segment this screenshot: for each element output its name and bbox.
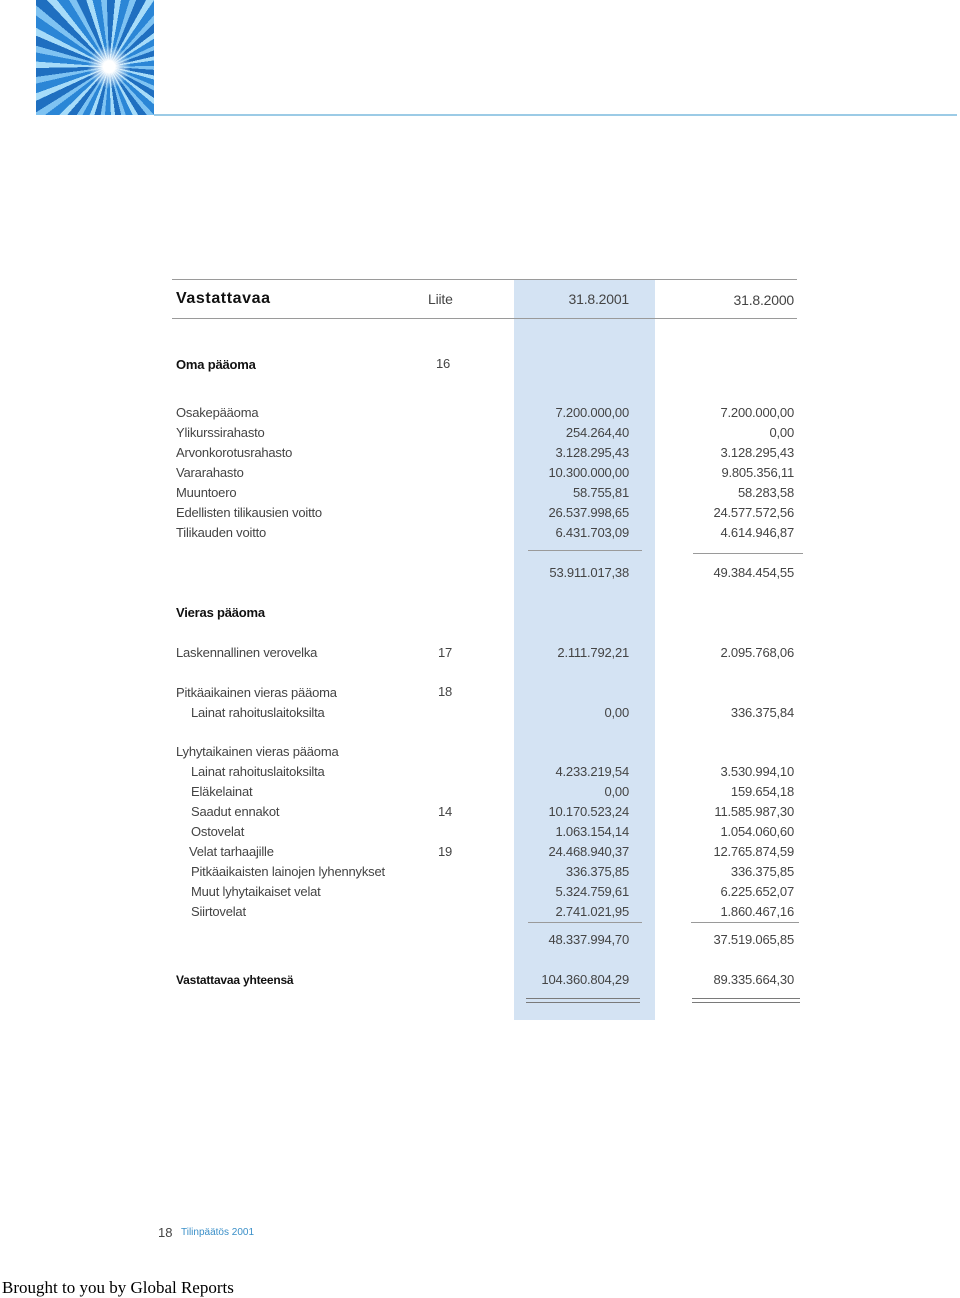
value-previous: 58.283,58 bbox=[737, 485, 794, 500]
subtotal-rule-current bbox=[528, 550, 642, 551]
row-label: Pitkäaikaisten lainojen lyhennykset bbox=[191, 864, 385, 879]
equity-total-previous: 49.384.454,55 bbox=[713, 565, 794, 580]
row-label: Ylikurssirahasto bbox=[176, 425, 265, 440]
double-rule-previous bbox=[692, 998, 800, 1003]
value-previous: 24.577.572,56 bbox=[713, 505, 794, 520]
value-current: 24.468.940,37 bbox=[548, 844, 629, 859]
section-heading-liabilities: Vieras pääoma bbox=[176, 605, 265, 620]
footer-label: Tilinpäätös 2001 bbox=[181, 1227, 255, 1238]
value-previous: 336.375,84 bbox=[730, 705, 794, 720]
value-current: 1.063.154,14 bbox=[555, 824, 629, 839]
value-previous: 159.654,18 bbox=[730, 784, 794, 799]
value-current: 0,00 bbox=[604, 784, 629, 799]
current-year-header: 31.8.2001 bbox=[568, 291, 629, 307]
value-previous: 6.225.652,07 bbox=[720, 884, 794, 899]
grand-total-label: Vastattavaa yhteensä bbox=[176, 973, 294, 987]
value-previous: 1.054.060,60 bbox=[720, 824, 794, 839]
value-current: 7.200.000,00 bbox=[555, 405, 629, 420]
page-number: 18 bbox=[158, 1225, 173, 1240]
value-current: 5.324.759,61 bbox=[555, 884, 629, 899]
row-label: Edellisten tilikausien voitto bbox=[176, 505, 322, 520]
row-label: Muut lyhytaikaiset velat bbox=[191, 884, 321, 899]
value-previous: 336.375,85 bbox=[730, 864, 794, 879]
subsection-heading-short-term: Lyhytaikainen vieras pääoma bbox=[176, 744, 339, 759]
row-label: Lainat rahoituslaitoksilta bbox=[191, 705, 325, 720]
section-heading-equity: Oma pääoma bbox=[176, 357, 256, 372]
short-term-total-previous: 37.519.065,85 bbox=[713, 932, 794, 947]
value-current: 336.375,85 bbox=[565, 864, 629, 879]
value-current: 6.431.703,09 bbox=[555, 525, 629, 540]
value-previous: 2.095.768,06 bbox=[720, 645, 794, 660]
subtotal-rule-previous bbox=[693, 553, 803, 554]
note-ref: 19 bbox=[438, 844, 453, 859]
value-current: 0,00 bbox=[604, 705, 629, 720]
value-previous: 1.860.467,16 bbox=[720, 904, 794, 919]
page-title: Vastattavaa bbox=[176, 290, 271, 307]
grand-total-current: 104.360.804,29 bbox=[541, 972, 629, 987]
row-label: Osakepääoma bbox=[176, 405, 259, 420]
value-previous: 3.128.295,43 bbox=[720, 445, 794, 460]
value-previous: 11.585.987,30 bbox=[714, 804, 794, 819]
previous-year-header: 31.8.2000 bbox=[733, 292, 794, 308]
value-previous: 12.765.874,59 bbox=[713, 844, 794, 859]
note-ref: 14 bbox=[438, 804, 453, 819]
table-top-rule bbox=[172, 279, 797, 280]
double-rule-current bbox=[526, 998, 640, 1003]
subtotal-rule-current bbox=[528, 922, 642, 923]
row-label: Lainat rahoituslaitoksilta bbox=[191, 764, 325, 779]
row-label: Saadut ennakot bbox=[191, 804, 280, 819]
note-ref: 17 bbox=[438, 645, 453, 660]
value-previous: 7.200.000,00 bbox=[720, 405, 794, 420]
subsection-heading-long-term: Pitkäaikainen vieras pääoma bbox=[176, 685, 337, 700]
row-label: Laskennallinen verovelka bbox=[176, 645, 318, 660]
header-decorative-image bbox=[36, 0, 154, 115]
header-rule bbox=[154, 114, 957, 116]
short-term-total-current: 48.337.994,70 bbox=[548, 932, 629, 947]
row-label: Siirtovelat bbox=[191, 904, 246, 919]
value-current: 254.264,40 bbox=[565, 425, 629, 440]
value-current: 2.741.021,95 bbox=[555, 904, 629, 919]
row-label: Tilikauden voitto bbox=[176, 525, 267, 540]
value-previous: 3.530.994,10 bbox=[720, 764, 794, 779]
value-current: 26.537.998,65 bbox=[548, 505, 629, 520]
row-label: Arvonkorotusrahasto bbox=[176, 445, 293, 460]
note-ref: 16 bbox=[436, 356, 451, 371]
value-current: 10.300.000,00 bbox=[548, 465, 629, 480]
row-label: Vararahasto bbox=[176, 465, 244, 480]
notes-column-header: Liite bbox=[428, 291, 453, 307]
value-previous: 4.614.946,87 bbox=[720, 525, 794, 540]
row-label: Eläkelainat bbox=[191, 784, 253, 799]
grand-total-previous: 89.335.664,30 bbox=[713, 972, 794, 987]
value-current: 58.755,81 bbox=[572, 485, 629, 500]
value-current: 3.128.295,43 bbox=[555, 445, 629, 460]
credit-line: Brought to you by Global Reports bbox=[2, 1278, 234, 1297]
note-ref: 18 bbox=[438, 684, 453, 699]
value-current: 2.111.792,21 bbox=[557, 645, 629, 660]
value-current: 4.233.219,54 bbox=[555, 764, 629, 779]
row-label: Velat tarhaajille bbox=[189, 844, 274, 859]
row-label: Muuntoero bbox=[176, 485, 237, 500]
value-current: 10.170.523,24 bbox=[548, 804, 629, 819]
equity-total-current: 53.911.017,38 bbox=[549, 565, 629, 580]
table-header-rule bbox=[172, 318, 797, 319]
value-previous: 9.805.356,11 bbox=[721, 465, 794, 480]
value-previous: 0,00 bbox=[769, 425, 794, 440]
row-label: Ostovelat bbox=[191, 824, 245, 839]
subtotal-rule-previous bbox=[691, 922, 799, 923]
